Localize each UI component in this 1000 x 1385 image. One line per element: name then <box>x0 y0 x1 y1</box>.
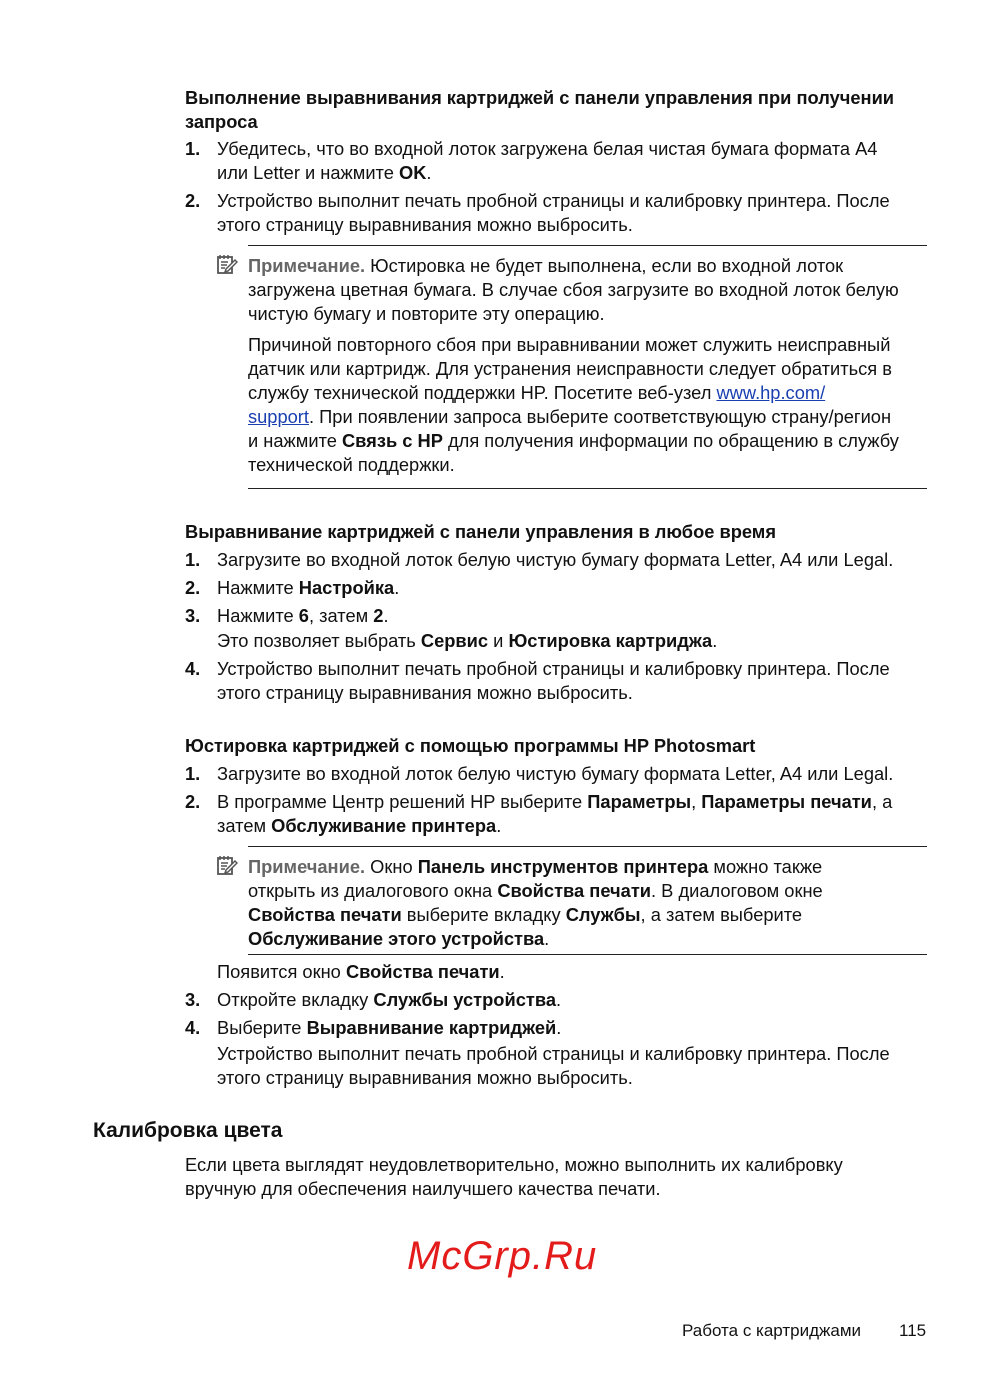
text-run: OK <box>398 162 427 183</box>
list-item <box>217 988 561 1012</box>
heading-align-photosmart <box>185 734 755 758</box>
text-run: Загрузите во входной лоток белую чистую бумагу формата Letter, A4 или Legal. <box>217 763 894 784</box>
list-number: 3. <box>185 605 201 626</box>
text-run: Причиной повторного сбоя при выравнивании может служить неисправный датчик или картридж. Для устранения неисправности следует обратиться в службу технической поддержки HP. Посетите веб-узел <box>248 334 892 403</box>
text-run: , <box>691 791 702 812</box>
list-item-detail <box>217 629 717 653</box>
text-run: . <box>383 605 389 626</box>
list-item-detail <box>217 1042 890 1090</box>
list-item <box>217 657 890 705</box>
text-run: Службы устройства <box>373 989 556 1010</box>
text-run: 2 <box>373 605 384 626</box>
text-run: можно также открыть из диалогового окна <box>248 856 823 901</box>
text-run: для получения информации по обращению в службу технической поддержки. <box>248 430 899 475</box>
text-run: Связь с HP <box>341 430 443 451</box>
text-run: , а затем выберите <box>640 904 803 925</box>
text-run: В программе Центр решений HP выберите <box>217 791 588 812</box>
text-run: Параметры <box>587 791 692 812</box>
note-divider <box>248 488 927 489</box>
text-run: . При появлении запроса выберите соответствующую страну/регион и нажмите <box>248 406 892 451</box>
text-run: Устройство выполнит печать пробной страницы и калибровку принтера. После этого страницу выравнивания можно выбросить. <box>217 190 890 235</box>
page-number: 115 <box>899 1321 927 1340</box>
list-item <box>217 790 892 838</box>
text-run: Выравнивание картриджей <box>306 1017 557 1038</box>
list-item <box>217 604 389 628</box>
watermark: McGrp.Ru <box>407 1234 598 1278</box>
text-run: Откройте вкладку <box>217 989 374 1010</box>
note-icon <box>216 855 238 877</box>
text-run: Если цвета выглядят неудовлетворительно, можно выполнить их калибровку вручную для обеспечения наилучшего качества печати. <box>185 1154 843 1199</box>
text-run: Юстировка картриджа <box>508 630 713 651</box>
text-run: , а затем <box>217 791 893 836</box>
text-run: Нажмите <box>217 605 299 626</box>
text-run: . <box>556 1017 562 1038</box>
text-run: Сервис <box>420 630 489 651</box>
list-number: 1. <box>185 138 201 159</box>
text-run: Устройство выполнит печать пробной страницы и калибровку принтера. После этого страницу выравнивания можно выбросить. <box>217 658 890 703</box>
text-run: . <box>426 162 432 183</box>
list-item <box>217 762 893 786</box>
text-run: Юстировка картриджей с помощью программы HP Photosmart <box>185 735 756 756</box>
note-text <box>248 855 823 951</box>
text-run: Калибровка цвета <box>93 1119 283 1142</box>
note-icon <box>216 254 238 276</box>
note-label: Примечание. <box>248 856 366 877</box>
text-run: . <box>496 815 502 836</box>
list-number: 3. <box>185 989 201 1010</box>
note-divider <box>248 245 927 246</box>
text-run: . <box>499 961 505 982</box>
note-text <box>248 333 899 477</box>
text-run: . <box>712 630 718 651</box>
text-run: Обслуживание принтера <box>271 815 497 836</box>
list-item <box>217 548 893 572</box>
text-run: Убедитесь, что во входной лоток загружена белая чистая бумага формата A4 или Letter и нажмите <box>217 138 878 183</box>
heading-align-on-prompt <box>185 86 894 134</box>
list-number: 4. <box>185 658 201 679</box>
list-item <box>217 137 877 185</box>
text-run: Настройка <box>298 577 395 598</box>
text-run: . <box>394 577 400 598</box>
list-number: 2. <box>185 577 201 598</box>
text-run: Появится окно <box>217 961 346 982</box>
list-item <box>217 576 399 600</box>
text-run: и <box>488 630 509 651</box>
section-title-color-calibration <box>93 1119 282 1143</box>
text-run: Это позволяет выбрать <box>217 630 421 651</box>
text-run: . <box>556 989 562 1010</box>
list-number: 2. <box>185 190 201 211</box>
note-divider <box>248 846 927 847</box>
list-number: 4. <box>185 1017 201 1038</box>
text-run: Службы <box>565 904 641 925</box>
list-item <box>217 189 890 237</box>
section-paragraph <box>185 1153 843 1201</box>
support-link[interactable]: www.hp.com/ support <box>248 382 826 427</box>
text-run: Выполнение выравнивания картриджей с панели управления при получении запроса <box>185 87 895 132</box>
text-run: Свойства печати <box>248 904 402 925</box>
heading-align-anytime <box>185 520 776 544</box>
list-item-detail <box>217 960 505 984</box>
text-run: Свойства печати <box>497 880 652 901</box>
note-label: Примечание. <box>248 255 366 276</box>
text-run: Устройство выполнит печать пробной страницы и калибровку принтера. После этого страницу выравнивания можно выбросить. <box>217 1043 890 1088</box>
note-divider <box>248 954 927 955</box>
text-run: Панель инструментов принтера <box>417 856 709 877</box>
list-number: 1. <box>185 549 201 570</box>
text-run: Параметры печати <box>701 791 872 812</box>
text-run: Выравнивание картриджей с панели управления в любое время <box>185 521 776 542</box>
text-run: выберите вкладку <box>401 904 566 925</box>
text-run: Юстировка не будет выполнена, если во входной лоток загружена цветная бумага. В случае сбоя загрузите во входной лоток белую чистую бумагу и повторите эту операцию. <box>248 255 899 324</box>
list-number: 1. <box>185 763 201 784</box>
text-run: , затем <box>308 605 374 626</box>
text-run: Окно <box>365 856 418 877</box>
text-run: Загрузите во входной лоток белую чистую бумагу формата Letter, A4 или Legal. <box>217 549 894 570</box>
text-run: 6 <box>298 605 309 626</box>
text-run: . <box>544 928 550 949</box>
text-run: . В диалоговом окне <box>651 880 823 901</box>
text-run: Выберите <box>217 1017 307 1038</box>
list-item <box>217 1016 561 1040</box>
note-text <box>248 254 899 326</box>
text-run: Обслуживание этого устройства <box>248 928 545 949</box>
list-number: 2. <box>185 791 201 812</box>
text-run: Свойства печати <box>345 961 500 982</box>
text-run: Нажмите <box>217 577 299 598</box>
footer-section-name: Работа с картриджами <box>682 1321 862 1340</box>
